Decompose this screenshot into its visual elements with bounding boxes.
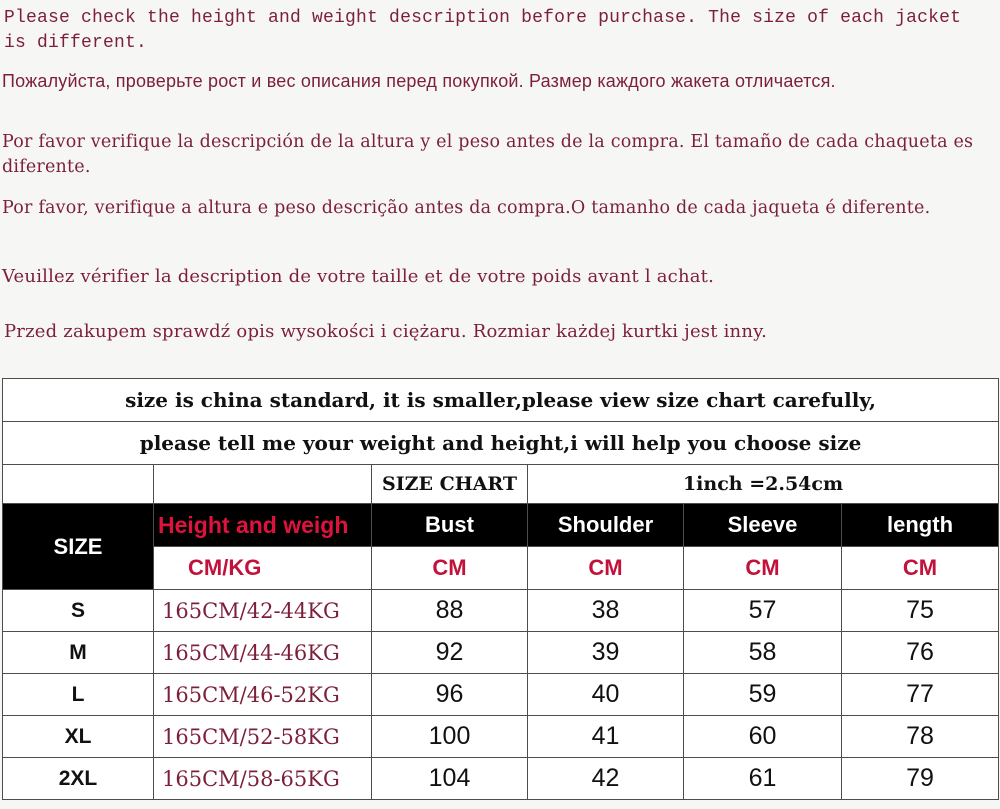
table-row [3,758,999,800]
length-value: 78 [842,716,999,758]
shoulder-value: 38 [528,590,684,632]
title-empty-cell [3,465,154,504]
table-row [3,716,999,758]
table-row [3,590,999,632]
shoulder-value: 40 [528,674,684,716]
notice-portuguese: Por favor, verifique a altura e peso descrição antes da compra.O tamanho de cada jaqueta é diferente. [2,198,931,218]
banner-tell-me: please tell me your weight and height,i will help you choose size [3,422,999,465]
shoulder-value: 41 [528,716,684,758]
length-value: 75 [842,590,999,632]
sleeve-value: 61 [684,758,842,800]
header-size: SIZE [3,504,154,590]
size-label: L [3,674,154,716]
size-label: M [3,632,154,674]
length-value: 77 [842,674,999,716]
header-bust: Bust [372,504,528,547]
length-value: 76 [842,632,999,674]
inch-conversion-note: 1inch =2.54cm [528,465,999,504]
unit-length: CM [842,547,999,590]
header-length: length [842,504,999,547]
size-chart-title: SIZE CHART [372,465,528,504]
notice-french: Veuillez vérifier la description de votre taille et de votre poids avant l achat. [2,266,715,287]
notice-polish: Przed zakupem sprawdź opis wysokości i ciężaru. Rozmiar każdej kurtki jest inny. [4,321,768,342]
shoulder-value: 39 [528,632,684,674]
unit-bust: CM [372,547,528,590]
banner-china-standard: size is china standard, it is smaller,please view size chart carefully, [3,379,999,422]
size-label: S [3,590,154,632]
unit-sleeve: CM [684,547,842,590]
sleeve-value: 57 [684,590,842,632]
height-weight-value: 165CM/58-65KG [154,758,372,800]
notice-spanish: Por favor verifique la descripción de la altura y el peso antes de la compra. El tamaño de cada chaqueta es diferente. [2,132,974,177]
size-chart-table [2,378,999,800]
bust-value: 88 [372,590,528,632]
bust-value: 92 [372,632,528,674]
sleeve-value: 60 [684,716,842,758]
table-row [3,674,999,716]
banner-row-tell-me [3,422,999,465]
bust-value: 96 [372,674,528,716]
bust-value: 100 [372,716,528,758]
notice-english: Please check the height and weight description before purchase. The size of each jacket is different. [4,8,962,53]
height-weight-value: 165CM/44-46KG [154,632,372,674]
bust-value: 104 [372,758,528,800]
header-shoulder: Shoulder [528,504,684,547]
chart-title-row [3,465,999,504]
banner-row-china-standard [3,379,999,422]
height-weight-value: 165CM/42-44KG [154,590,372,632]
header-height-weight: Height and weigh [154,504,372,547]
shoulder-value: 42 [528,758,684,800]
height-weight-value: 165CM/52-58KG [154,716,372,758]
size-label: XL [3,716,154,758]
length-value: 79 [842,758,999,800]
size-label: 2XL [3,758,154,800]
sleeve-value: 59 [684,674,842,716]
sleeve-value: 58 [684,632,842,674]
table-row [3,632,999,674]
title-empty-cell [154,465,372,504]
unit-height-weight: CM/KG [154,547,372,590]
height-weight-value: 165CM/46-52KG [154,674,372,716]
header-row [3,504,999,547]
unit-shoulder: CM [528,547,684,590]
header-sleeve: Sleeve [684,504,842,547]
notice-russian: Пожалуйста, проверьте рост и вес описания перед покупкой. Размер каждого жакета отличается. [2,71,836,91]
